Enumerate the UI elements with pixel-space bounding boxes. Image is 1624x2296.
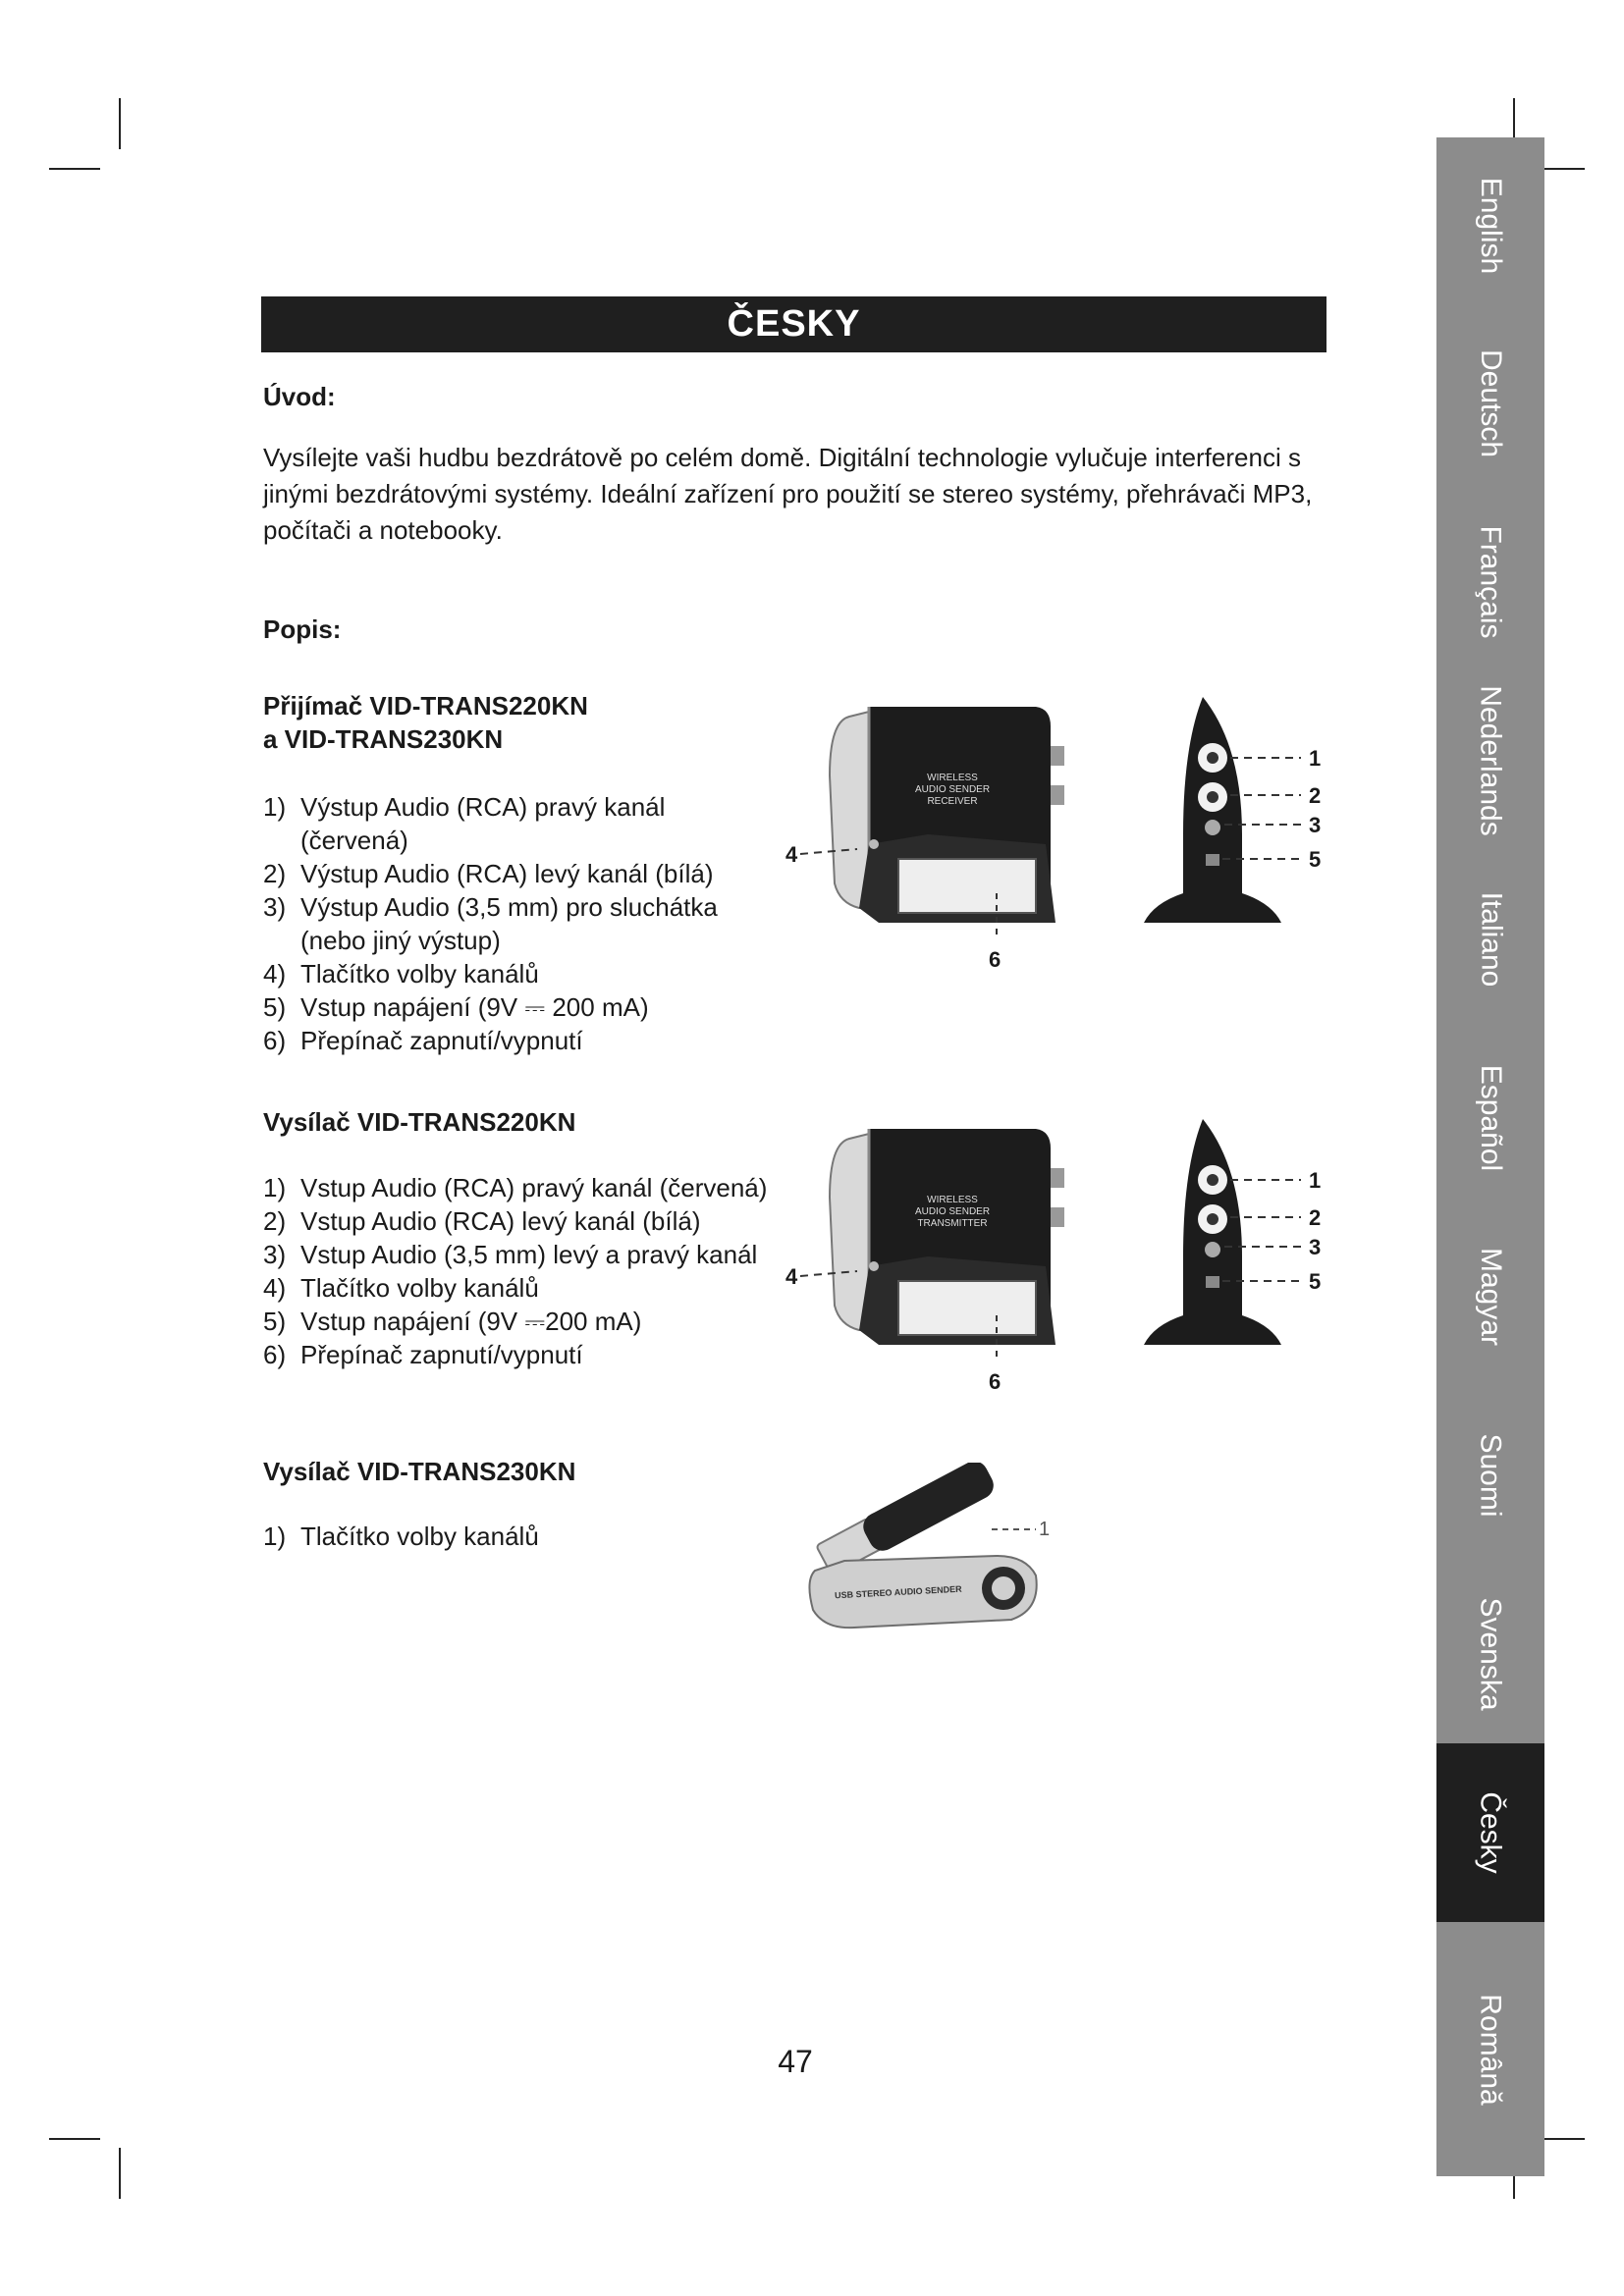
- tab-english[interactable]: English: [1475, 177, 1507, 275]
- transmitter230-title: Vysílač VID-TRANS230KN: [263, 1457, 576, 1486]
- receiver-subtitle: a VID-TRANS230KN: [263, 724, 504, 754]
- callout-1: 1: [1039, 1519, 1051, 1540]
- device-label: RECEIVER: [927, 796, 978, 807]
- receiver-list: [263, 790, 774, 1057]
- callout-2: 2: [1309, 1205, 1322, 1230]
- crop-mark: [119, 2148, 121, 2199]
- page-title: ČESKY: [261, 296, 1326, 352]
- callout-1: 1: [1309, 746, 1322, 771]
- list-item: 3) Výstup Audio (3,5 mm) pro sluchátka (nebo jiný výstup): [263, 892, 718, 955]
- description-heading: Popis:: [263, 614, 342, 644]
- list-item: 1) Tlačítko volby kanálů: [263, 1522, 539, 1551]
- receiver-device-figure: [781, 687, 1330, 982]
- callout-5: 5: [1309, 1269, 1322, 1294]
- receiver-title: Přijímač VID-TRANS220KN: [263, 691, 588, 721]
- device-label: AUDIO SENDER: [914, 1206, 991, 1217]
- callout-3: 3: [1309, 813, 1322, 837]
- tab-nederlands[interactable]: Nederlands: [1475, 685, 1507, 836]
- list-item: 5) Vstup napájení (9V ⎓200 mA): [263, 1307, 642, 1336]
- tab-espanol[interactable]: Español: [1474, 1064, 1507, 1172]
- tab-cesky[interactable]: Česky: [1436, 1743, 1544, 1922]
- crop-mark: [119, 98, 121, 149]
- list-item: 6) Přepínač zapnutí/vypnutí: [263, 1340, 583, 1369]
- list-item: 5) Vstup napájení (9V ⎓ 200 mA): [263, 992, 649, 1022]
- callout-2: 2: [1309, 783, 1322, 808]
- intro-heading: Úvod:: [263, 382, 336, 411]
- transmitter220-title: Vysílač VID-TRANS220KN: [263, 1107, 576, 1137]
- intro-text: Vysílejte vaši hudbu bezdrátově po celém domě. Digitální technologie vylučuje interferenci s jinými bezdrátovými systémy. Ideální zařízení pro použití se stereo systémy, přehrávači MP3, počítači a notebooky.: [263, 443, 1313, 545]
- list-item: 1) Výstup Audio (RCA) pravý kanál (červená): [263, 792, 666, 855]
- callout-5: 5: [1309, 847, 1322, 872]
- device-label: WIRELESS: [927, 773, 978, 783]
- list-item: 4) Tlačítko volby kanálů: [263, 959, 539, 988]
- list-item: 2) Výstup Audio (RCA) levý kanál (bílá): [263, 859, 714, 888]
- callout-1: 1: [1309, 1168, 1322, 1193]
- transmitter-device-figure: [781, 1109, 1330, 1404]
- tab-suomi[interactable]: Suomi: [1474, 1433, 1507, 1518]
- crop-mark: [49, 2138, 100, 2140]
- list-item: 1) Vstup Audio (RCA) pravý kanál (červená): [263, 1173, 768, 1202]
- device-label: USB STEREO AUDIO SENDER: [834, 1583, 962, 1601]
- tab-svenska[interactable]: Svenska: [1475, 1597, 1508, 1711]
- callout-4: 4: [785, 842, 798, 867]
- callout-6: 6: [989, 947, 1001, 972]
- language-sidebar: [1436, 137, 1544, 2176]
- usb-sender-figure: [785, 1463, 1080, 1649]
- callout-3: 3: [1309, 1235, 1322, 1259]
- tab-italiano[interactable]: Italiano: [1475, 891, 1507, 988]
- device-label: TRANSMITTER: [917, 1218, 988, 1229]
- device-label: WIRELESS: [927, 1195, 978, 1205]
- list-item: 3) Vstup Audio (3,5 mm) levý a pravý kanál: [263, 1240, 758, 1269]
- callout-4: 4: [785, 1264, 798, 1289]
- crop-mark: [49, 168, 100, 170]
- tab-francais[interactable]: Français: [1475, 525, 1508, 639]
- tab-romana[interactable]: Română: [1475, 1993, 1507, 2106]
- list-item: 4) Tlačítko volby kanálů: [263, 1273, 539, 1303]
- callout-6: 6: [989, 1369, 1001, 1394]
- page-number: 47: [778, 2044, 813, 2079]
- list-item: 6) Přepínač zapnutí/vypnutí: [263, 1026, 583, 1055]
- list-item: 2) Vstup Audio (RCA) levý kanál (bílá): [263, 1206, 701, 1236]
- tab-deutsch[interactable]: Deutsch: [1475, 348, 1507, 458]
- tab-magyar[interactable]: Magyar: [1474, 1247, 1507, 1347]
- transmitter220-list: [263, 1171, 793, 1371]
- device-label: AUDIO SENDER: [914, 784, 991, 795]
- transmitter230-list: [263, 1520, 754, 1553]
